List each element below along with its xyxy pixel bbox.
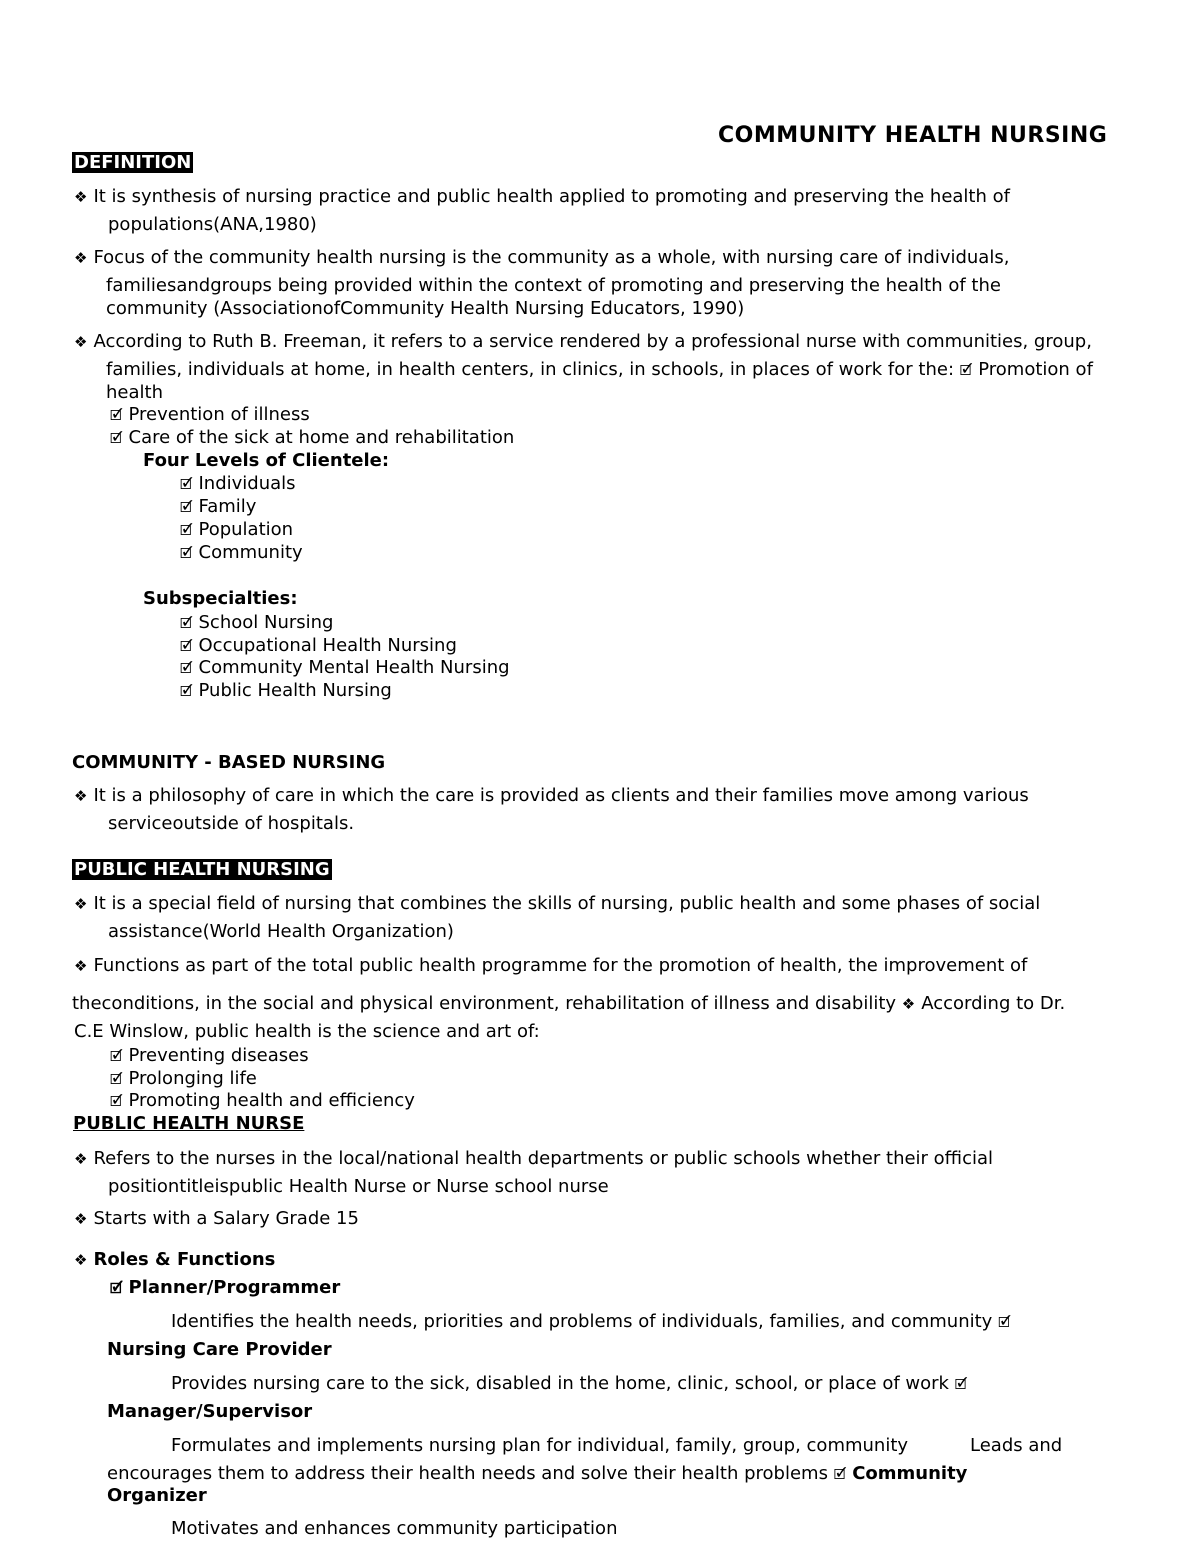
list-item-text: Family: [198, 496, 257, 517]
diamond-bullet-icon: ❖: [74, 188, 88, 206]
definition-bullet-1: [74, 186, 1010, 208]
document-title: COMMUNITY HEALTH NURSING: [718, 123, 1108, 148]
bullet-text: Refers to the nurses in the local/national health departments or public schools whether their official: [93, 1148, 994, 1169]
list-item-level: [180, 496, 256, 519]
check-box-icon: 🗹: [180, 500, 193, 516]
definition-bullet-1-cont: populations(ANA,1980): [108, 214, 317, 235]
phn-line-3: [72, 993, 1065, 1015]
check-box-icon: 🗹: [110, 431, 123, 447]
cbn-bullet-1-cont: serviceoutside of hospitals.: [108, 813, 355, 834]
list-item-text: Occupational Health Nursing: [198, 635, 457, 656]
role-desc-text: Provides nursing care to the sick, disabled in the home, clinic, school, or place of work: [171, 1373, 949, 1394]
list-item-level: [180, 519, 293, 542]
sub-item-text: Promoting health and efficiency: [128, 1090, 415, 1111]
check-box-icon: 🗹: [180, 684, 193, 700]
list-item-text: Community: [198, 542, 303, 563]
list-item-text: Community Mental Health Nursing: [198, 657, 510, 678]
role-desc-3-cont: [107, 1463, 967, 1486]
diamond-bullet-icon: ❖: [74, 333, 88, 351]
list-item-subspecialty: [180, 635, 457, 658]
phn-bullet-1: [74, 893, 1040, 915]
list-item-text: Public Health Nursing: [198, 680, 392, 701]
diamond-bullet-icon: ❖: [74, 787, 88, 805]
list-item-level: [180, 542, 303, 565]
check-box-icon: 🗹: [998, 1315, 1011, 1331]
check-box-icon: 🗹: [110, 1049, 123, 1065]
phn-sub-item: [110, 1045, 309, 1068]
bullet-text-inline: Promotion of: [978, 359, 1093, 380]
check-box-icon: 🗹: [110, 408, 123, 424]
definition-bullet-3-cont-2: health: [106, 382, 163, 403]
cbn-bullet-1: [74, 785, 1029, 807]
definition-bullet-2: [74, 247, 1009, 269]
bullet-text: Functions as part of the total public health programme for the promotion of health, the improvement of: [93, 955, 1028, 976]
public-health-nursing-heading: [72, 859, 332, 881]
definition-bullet-2-cont-2: community (AssociationofCommunity Health Nursing Educators, 1990): [106, 298, 745, 319]
paragraph-text: theconditions, in the social and physical environment, rehabilitation of illness and disability: [72, 993, 897, 1014]
check-box-icon: 🗹: [180, 616, 193, 632]
roles-heading: [74, 1249, 275, 1271]
bullet-text: Focus of the community health nursing is the community as a whole, with nursing care of individuals,: [93, 247, 1010, 268]
diamond-bullet-icon: ❖: [74, 895, 88, 913]
definition-heading-label: DEFINITION: [74, 152, 192, 173]
check-box-icon: 🗹: [180, 639, 193, 655]
list-item-subspecialty: [180, 612, 333, 635]
sub-item-text: Preventing diseases: [128, 1045, 309, 1066]
bullet-text: According to Ruth B. Freeman, it refers to a service rendered by a professional nurse with communities, group,: [93, 331, 1092, 352]
sub-item-text: Prevention of illness: [128, 404, 310, 425]
role-title-3: Manager/Supervisor: [107, 1401, 313, 1422]
check-box-icon: 🗹: [180, 661, 193, 677]
nurse-bullet-2: [74, 1208, 359, 1230]
list-item-text: School Nursing: [198, 612, 334, 633]
role-desc-3: Formulates and implements nursing plan for individual, family, group, community: [171, 1435, 909, 1456]
bullet-text: Starts with a Salary Grade 15: [93, 1208, 359, 1229]
community-based-nursing-heading: COMMUNITY - BASED NURSING: [72, 752, 386, 773]
check-box-icon: 🗹: [180, 546, 193, 562]
check-box-icon: 🗹: [180, 523, 193, 539]
bullet-text: It is a philosophy of care in which the care is provided as clients and their families move among various: [93, 785, 1029, 806]
public-health-nurse-heading: PUBLIC HEALTH NURSE: [73, 1113, 305, 1134]
bullet-text: families, individuals at home, in health centers, in clinics, in schools, in places of work for the:: [106, 359, 955, 380]
nurse-bullet-1-cont: positiontitleispublic Health Nurse or Nurse school nurse: [108, 1176, 609, 1197]
definition-sub-item-1: [110, 404, 310, 427]
bullet-text: It is synthesis of nursing practice and public health applied to promoting and preserving the health of: [93, 186, 1010, 207]
diamond-bullet-icon: ❖: [74, 957, 88, 975]
list-item-subspecialty: [180, 680, 392, 703]
definition-sub-item-2: [110, 427, 514, 450]
role-desc-4: Motivates and enhances community participation: [171, 1518, 618, 1539]
check-box-icon: 🗹: [180, 477, 193, 493]
role-desc-1: [171, 1311, 1017, 1334]
list-item-text: Population: [198, 519, 294, 540]
roles-heading-label: Roles & Functions: [93, 1249, 276, 1270]
phn-bullet-1-cont: assistance(World Health Organization): [108, 921, 454, 942]
definition-bullet-3-cont-1: [106, 359, 1093, 382]
diamond-bullet-icon: ❖: [901, 995, 916, 1013]
definition-bullet-2-cont-1: familiesandgroups being provided within the context of promoting and preserving the health of the: [106, 275, 1001, 296]
diamond-bullet-icon: ❖: [74, 249, 88, 267]
subspecialties-heading: Subspecialties:: [143, 588, 298, 609]
check-box-icon: 🗹: [833, 1467, 847, 1483]
check-box-icon: 🗹: [110, 1094, 123, 1110]
role-title-4: Organizer: [107, 1485, 207, 1506]
check-box-icon: 🗹: [954, 1377, 968, 1393]
phn-line-4: C.E Winslow, public health is the science and art of:: [74, 1021, 540, 1042]
list-item-text: Individuals: [198, 473, 296, 494]
phn-sub-item: [110, 1090, 415, 1113]
check-box-icon: 🗹: [959, 363, 973, 379]
bullet-text: It is a special field of nursing that combines the skills of nursing, public health and some phases of social: [93, 893, 1041, 914]
diamond-bullet-icon: ❖: [74, 1150, 88, 1168]
role-title-1: [110, 1277, 340, 1300]
diamond-bullet-icon: ❖: [74, 1251, 88, 1269]
sub-item-text: Care of the sick at home and rehabilitation: [128, 427, 515, 448]
role-desc-text: Identifies the health needs, priorities and problems of individuals, families, and community: [171, 1311, 993, 1332]
list-item-subspecialty: [180, 657, 510, 680]
levels-heading: Four Levels of Clientele:: [143, 450, 390, 471]
check-box-icon: 🗹: [110, 1281, 123, 1297]
phn-bullet-2: [74, 955, 1027, 977]
diamond-bullet-icon: ❖: [74, 1210, 88, 1228]
role-desc-2: [171, 1373, 973, 1396]
sub-item-text: Prolonging life: [128, 1068, 257, 1089]
role-title-text: Community: [852, 1463, 968, 1484]
phn-sub-item: [110, 1068, 257, 1091]
public-health-nursing-heading-label: PUBLIC HEALTH NURSING: [74, 859, 330, 880]
list-item-level: [180, 473, 296, 496]
role-desc-3-tail: Leads and: [970, 1435, 1063, 1456]
role-title-2: Nursing Care Provider: [107, 1339, 332, 1360]
role-desc-text: encourages them to address their health needs and solve their health problems: [107, 1463, 828, 1484]
definition-bullet-3: [74, 331, 1092, 353]
check-box-icon: 🗹: [110, 1072, 123, 1088]
paragraph-text: According to Dr.: [921, 993, 1066, 1014]
nurse-bullet-1: [74, 1148, 993, 1170]
definition-heading: [72, 152, 193, 174]
role-title-text: Planner/Programmer: [128, 1277, 341, 1298]
